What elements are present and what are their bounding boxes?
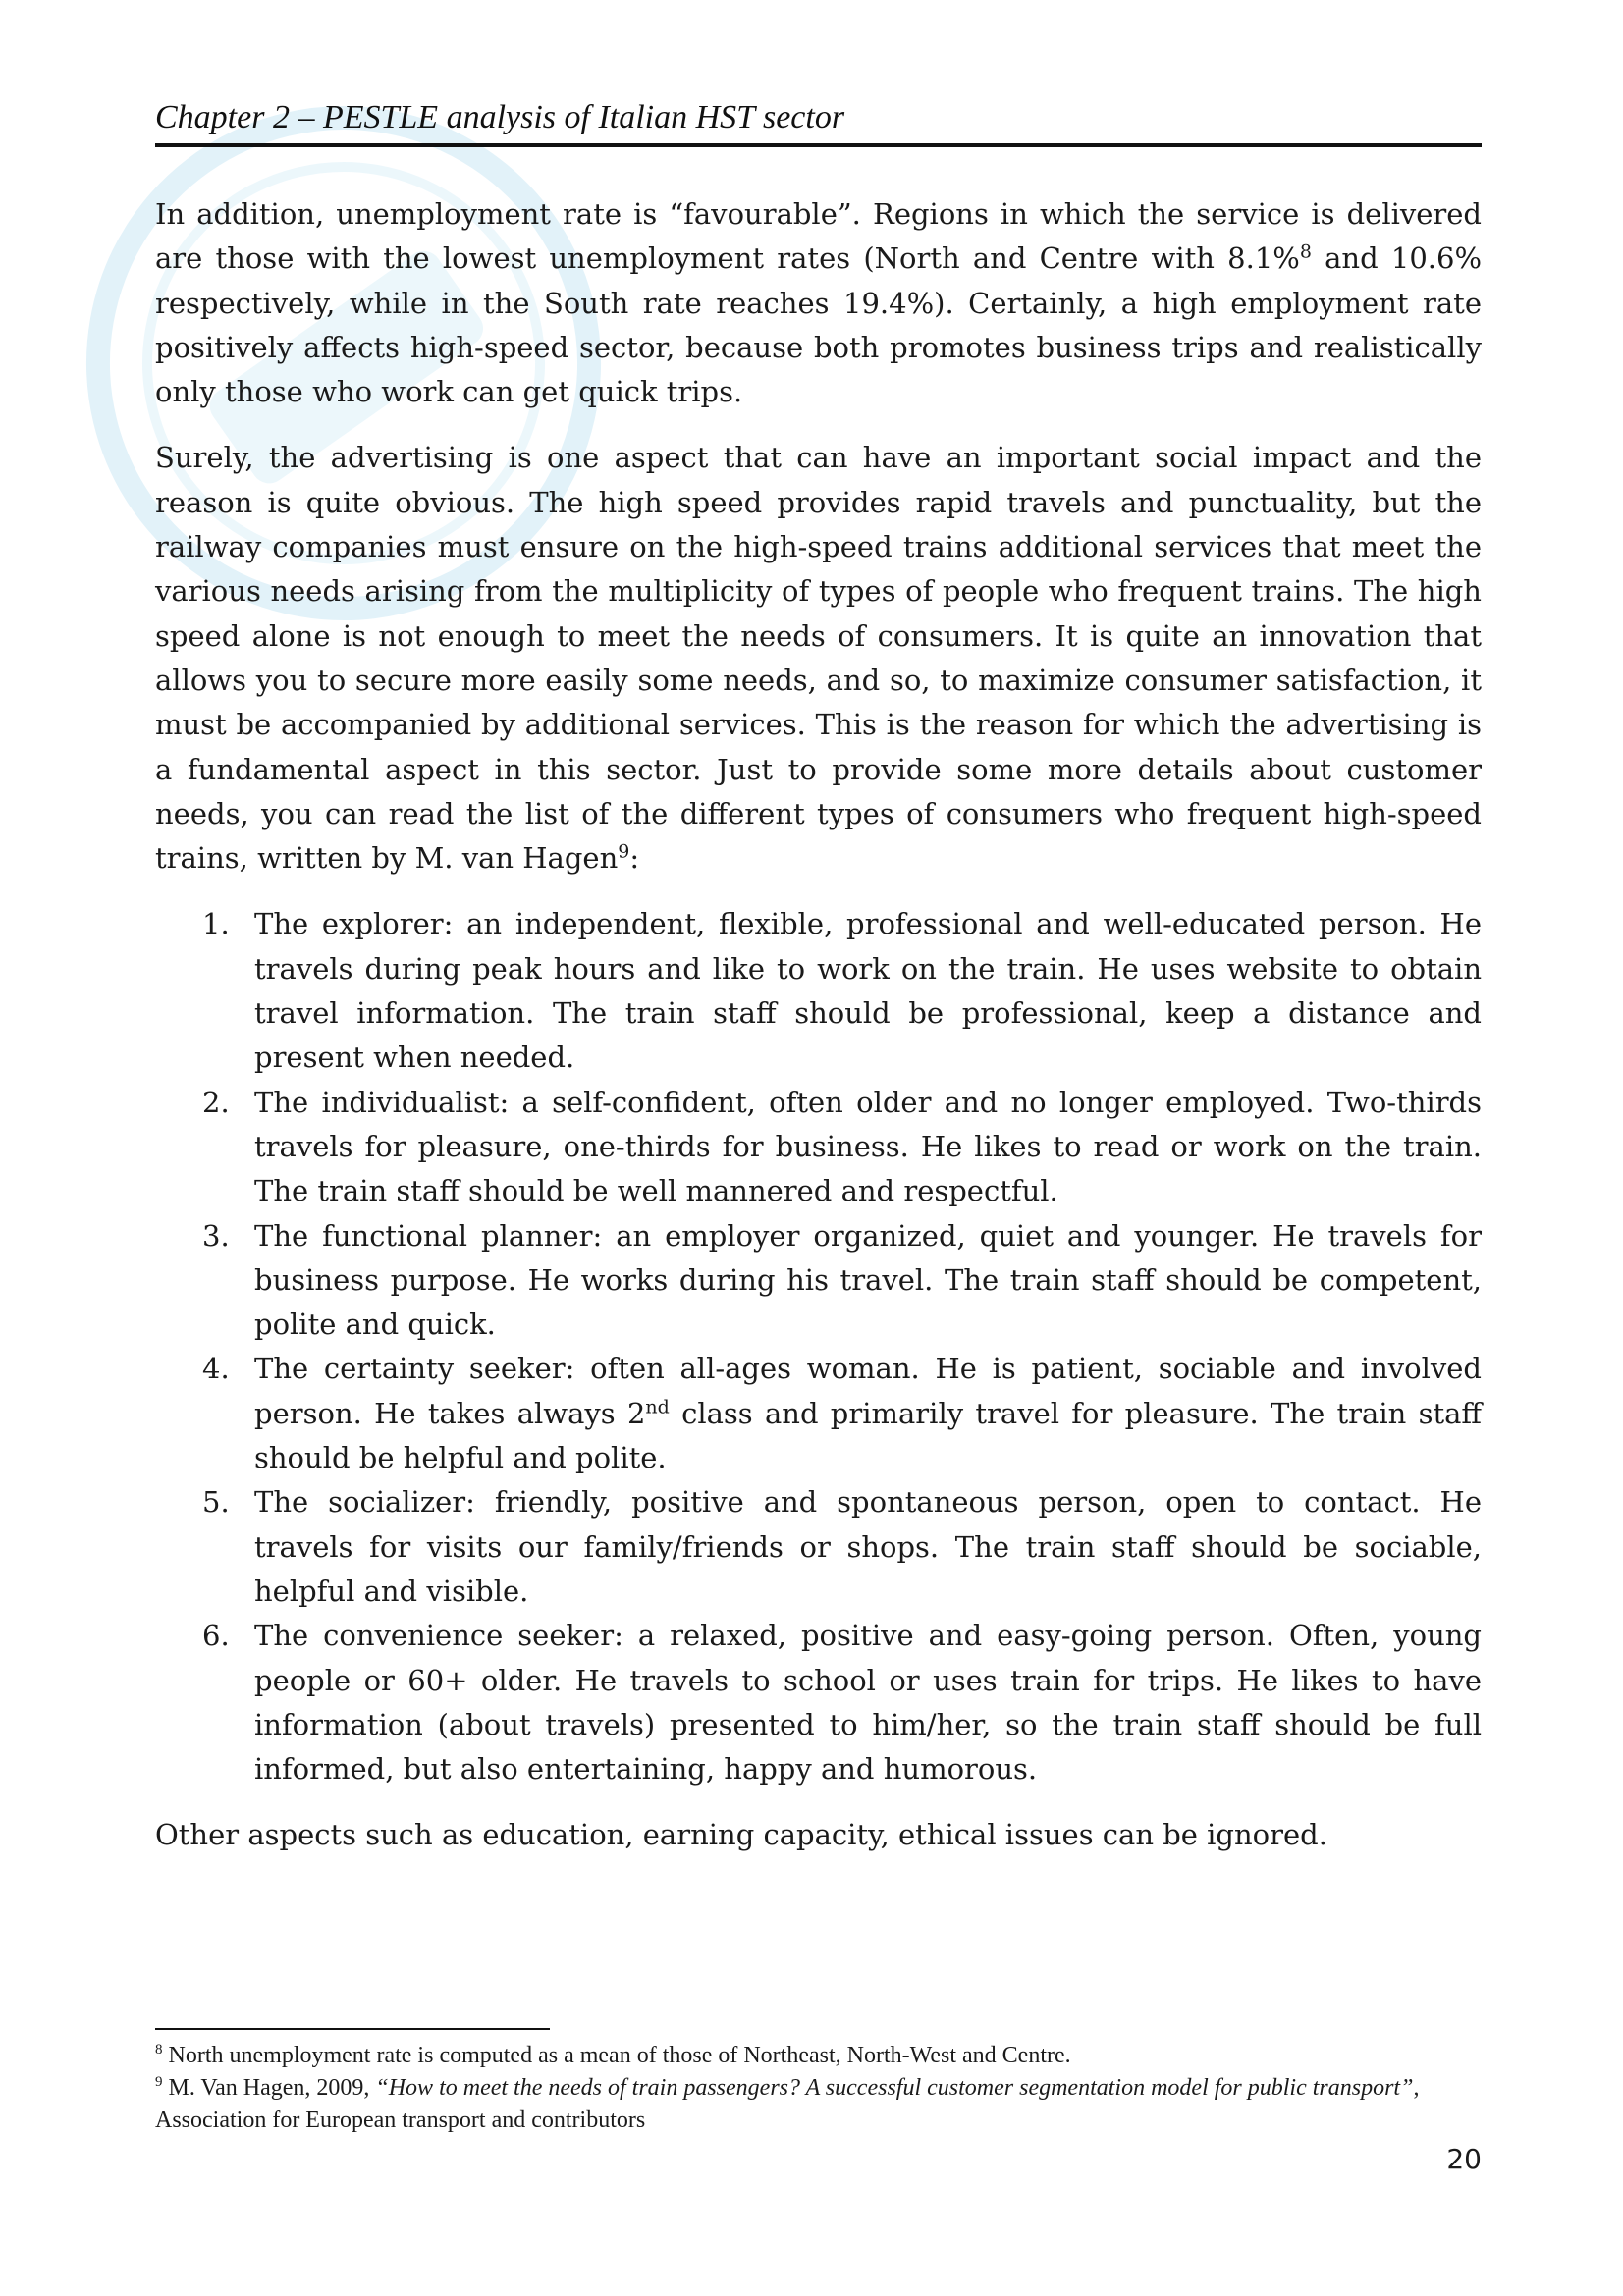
list-number: 2. [202,1085,230,1119]
footnote-separator [155,2028,550,2030]
list-item-text: The individualist: a self-confident, often older and no longer employed. Two-thirds travels for pleasure, one-thirds for business. He likes to read or work on the train. The train staff should be well mannered and respectful. [254,1085,1482,1208]
list-item-text: class and primarily travel for pleasure. The train staff should be helpful and polite. [254,1396,1483,1475]
paragraph-text: : [629,841,640,876]
footnote-number: 8 [155,2042,163,2057]
footnote-8 [155,2040,1482,2072]
footnote-text: , Association for European transport and contributors [155,2075,1420,2133]
list-number: 6. [202,1619,230,1653]
running-header [155,98,1482,147]
paragraph-other-aspects: Other aspects such as education, earning capacity, ethical issues can be ignored. [155,1818,1327,1852]
list-item [155,1480,1482,1614]
chapter-title: Chapter 2 – PESTLE analysis of Italian HST sector [155,99,845,135]
footnote-text: North unemployment rate is computed as a mean of those of Northeast, North-West and Centre. [162,2043,1071,2068]
footnote-9 [155,2072,1482,2137]
list-item-text: The socializer: friendly, positive and spontaneous person, open to contact. He travels for visits our family/friends or shops. The train staff should be sociable, helpful and visible. [254,1485,1482,1608]
footnote-number: 9 [155,2074,163,2090]
footnotes [155,2040,1482,2137]
page-number: 20 [1446,2143,1482,2175]
list-item [155,1081,1482,1214]
paragraph-advertising [155,436,1482,881]
list-item-text: The convenience seeker: a relaxed, positive and easy-going person. Often, young people or 60+ older. He travels to school or uses train for trips. He likes to have information (about travels) presented to him/her, so the train staff should be full informed, but also entertaining, happy and humorous. [254,1619,1482,1787]
footnote-ref-8[interactable]: 8 [1299,240,1312,263]
footnote-text: M. Van Hagen, 2009, [162,2075,376,2101]
list-item [155,1347,1482,1480]
paragraph-text: Surely, the advertising is one aspect that can have an important social impact and the reason is quite obvious. The high speed provides rapid travels and punctuality, but the railway companies must ensure on the high-speed trains additional services that meet the various needs arising from the multiplicity of types of people who frequent trains. The high speed alone is not enough to meet the needs of consumers. It is quite an innovation that allows you to secure more easily some needs, and so, to maximize consumer satisfaction, it must be accompanied by additional services. This is the reason for which the advertising is a fundamental aspect in this sector. Just to provide some more details about customer needs, you can read the list of the different types of consumers who frequent high-speed trains, written by M. van Hagen [155,441,1482,876]
list-number: 1. [202,907,230,941]
list-item [155,1214,1482,1348]
ordinal-suffix: nd [645,1396,670,1418]
list-item-text: The functional planner: an employer organized, quiet and younger. He travels for business purpose. He works during his travel. The train staff should be competent, polite and quick. [254,1218,1482,1342]
list-item [155,1614,1482,1791]
paragraph-unemployment [155,192,1482,414]
list-item [155,902,1482,1080]
footnote-citation-title: “How to meet the needs of train passengers? A successful customer segmentation model for public transport” [375,2075,1414,2101]
paragraph-text: and 10.6% respectively, while in the South rate reaches 19.4%). Certainly, a high employment rate positively affects high-speed sector, because both promotes business trips and realistically only those who work can get quick trips. [155,241,1483,409]
list-number: 4. [202,1352,230,1386]
list-number: 3. [202,1218,230,1253]
body-text [155,192,1482,1880]
list-item-text: The certainty seeker: often all-ages woman. He is patient, sociable and involved person. He takes always 2 [254,1352,1482,1430]
list-number: 5. [202,1485,230,1520]
paragraph-text: In addition, unemployment rate is “favourable”. Regions in which the service is delivered are those with the lowest unemployment rates (North and Centre with 8.1% [155,197,1482,276]
consumer-types-list [155,902,1482,1791]
footnote-ref-9[interactable]: 9 [618,840,630,863]
list-item-text: The explorer: an independent, flexible, professional and well-educated person. He travels during peak hours and like to work on the train. He uses website to obtain travel information. The train staff should be professional, keep a distance and present when needed. [254,907,1482,1075]
